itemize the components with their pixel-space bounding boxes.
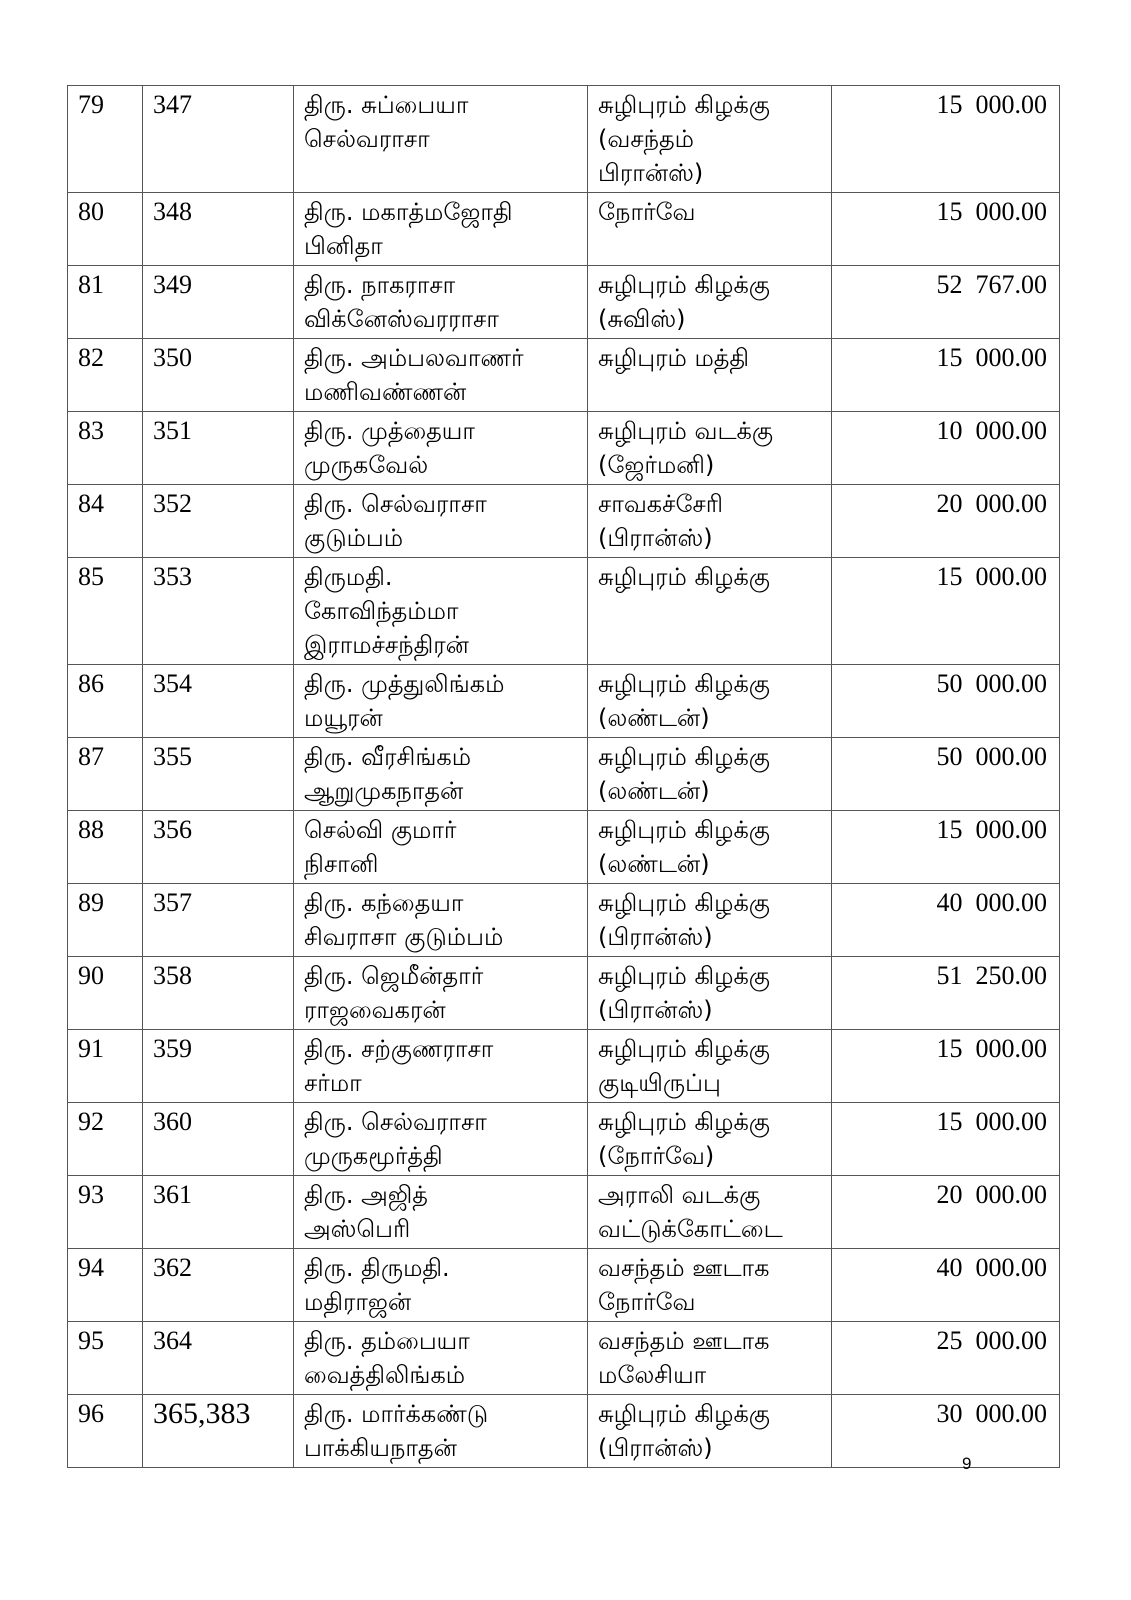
receipt-number: 348 <box>143 193 294 266</box>
donor-name-line: திரு. மகாத்மஜோதி <box>304 198 513 226</box>
donor-place <box>588 1176 832 1249</box>
donor-place-line: (பிரான்ஸ்) <box>598 996 713 1024</box>
receipt-number: 349 <box>143 266 294 339</box>
amount-value: 50 000.00 <box>936 742 1047 771</box>
amount <box>832 665 1060 738</box>
donor-place-line: (பிரான்ஸ்) <box>598 1434 713 1462</box>
table-body <box>68 86 1060 1468</box>
amount-value: 51 250.00 <box>936 961 1047 990</box>
amount <box>832 738 1060 811</box>
receipt-number: 365,383 <box>143 1395 294 1468</box>
donor-name <box>294 1030 588 1103</box>
donor-place-line: (லண்டன்) <box>598 704 710 732</box>
receipt-number: 361 <box>143 1176 294 1249</box>
donor-place <box>588 412 832 485</box>
donor-place-line: (ஜேர்மனி) <box>598 451 715 479</box>
table-row <box>68 339 1060 412</box>
donor-name <box>294 811 588 884</box>
table-row <box>68 665 1060 738</box>
serial-number: 79 <box>68 86 143 193</box>
donor-name-line: திரு. மார்க்கண்டு <box>304 1400 489 1428</box>
receipt-number: 347 <box>143 86 294 193</box>
donor-place <box>588 86 832 193</box>
donor-place <box>588 738 832 811</box>
donor-place-line: (லண்டன்) <box>598 850 710 878</box>
donor-place-line: (லண்டன்) <box>598 777 710 805</box>
donor-name-line: திரு. செல்வராசா <box>304 1108 487 1136</box>
donor-place <box>588 957 832 1030</box>
donor-name-line: இராமச்சந்திரன் <box>304 631 469 659</box>
donor-place <box>588 339 832 412</box>
donor-place-line: சுழிபுரம் வடக்கு <box>598 417 774 445</box>
table-row <box>68 1030 1060 1103</box>
donor-place <box>588 558 832 665</box>
donor-name <box>294 193 588 266</box>
table-row <box>68 738 1060 811</box>
donor-name-line: சர்மா <box>304 1069 362 1097</box>
donor-name-line: செல்வராசா <box>304 125 430 153</box>
table-row <box>68 86 1060 193</box>
receipt-number: 356 <box>143 811 294 884</box>
amount-value: 15 000.00 <box>936 1107 1047 1136</box>
donor-name-line: ஆறுமுகநாதன் <box>304 777 464 805</box>
donor-name <box>294 266 588 339</box>
donor-name-line: நிசானி <box>304 850 379 878</box>
donor-place-line: வசந்தம் ஊடாக <box>598 1254 770 1282</box>
amount-value: 15 000.00 <box>936 562 1047 591</box>
serial-number: 96 <box>68 1395 143 1468</box>
amount <box>832 884 1060 957</box>
table-row <box>68 1103 1060 1176</box>
receipt-number: 353 <box>143 558 294 665</box>
receipt-number: 351 <box>143 412 294 485</box>
serial-number: 90 <box>68 957 143 1030</box>
donor-place-line: சுழிபுரம் கிழக்கு <box>598 1035 770 1063</box>
amount <box>832 1030 1060 1103</box>
serial-number: 83 <box>68 412 143 485</box>
serial-number: 82 <box>68 339 143 412</box>
amount-value: 15 000.00 <box>936 197 1047 226</box>
receipt-number: 358 <box>143 957 294 1030</box>
donor-name <box>294 1249 588 1322</box>
receipt-number: 354 <box>143 665 294 738</box>
amount <box>832 957 1060 1030</box>
receipt-number: 360 <box>143 1103 294 1176</box>
serial-number: 93 <box>68 1176 143 1249</box>
amount-value: 15 000.00 <box>936 343 1047 372</box>
donor-name <box>294 558 588 665</box>
donor-name-line: திரு. சற்குணராசா <box>304 1035 494 1063</box>
donor-place <box>588 1249 832 1322</box>
donor-place-line: சுழிபுரம் கிழக்கு <box>598 816 770 844</box>
receipt-number: 359 <box>143 1030 294 1103</box>
donor-name-line: கோவிந்தம்மா <box>304 597 459 625</box>
amount <box>832 412 1060 485</box>
donor-name <box>294 738 588 811</box>
donor-name <box>294 485 588 558</box>
donor-place-line: (பிரான்ஸ்) <box>598 524 713 552</box>
donor-place <box>588 665 832 738</box>
amount <box>832 1176 1060 1249</box>
amount-value: 15 000.00 <box>936 815 1047 844</box>
table-row <box>68 485 1060 558</box>
donor-place-line: (சுவிஸ்) <box>598 305 686 333</box>
donor-name-line: முருகவேல் <box>304 451 429 479</box>
amount <box>832 266 1060 339</box>
amount <box>832 1395 1060 1468</box>
donor-name <box>294 957 588 1030</box>
amount <box>832 558 1060 665</box>
amount-value: 15 000.00 <box>936 1034 1047 1063</box>
donor-place-line: சுழிபுரம் கிழக்கு <box>598 271 770 299</box>
donor-place-line: சாவகச்சேரி <box>598 490 724 518</box>
table-row <box>68 1322 1060 1395</box>
amount <box>832 811 1060 884</box>
table-row <box>68 412 1060 485</box>
serial-number: 80 <box>68 193 143 266</box>
table-row <box>68 1176 1060 1249</box>
receipt-number: 362 <box>143 1249 294 1322</box>
donor-name-line: மயூரன் <box>304 704 383 732</box>
amount-value: 20 000.00 <box>936 489 1047 518</box>
amount-value: 30 000.00 <box>936 1399 1047 1428</box>
table-row <box>68 266 1060 339</box>
donor-place-line: (வசந்தம் <box>598 125 694 153</box>
table-row <box>68 957 1060 1030</box>
donor-place-line: குடியிருப்பு <box>598 1069 721 1097</box>
contributions-table <box>67 85 1060 1468</box>
donor-place-line: அராலி வடக்கு <box>598 1181 761 1209</box>
amount-value: 10 000.00 <box>936 416 1047 445</box>
donor-name-line: திரு. கந்தையா <box>304 889 464 917</box>
amount-value: 50 000.00 <box>936 669 1047 698</box>
donor-place-line: சுழிபுரம் மத்தி <box>598 344 750 372</box>
donor-name-line: முருகமூர்த்தி <box>304 1142 443 1170</box>
table-row <box>68 884 1060 957</box>
donor-name <box>294 665 588 738</box>
donor-name-line: திரு. திருமதி. <box>304 1254 450 1282</box>
table-row <box>68 193 1060 266</box>
donor-name-line: ராஜவைகரன் <box>304 996 446 1024</box>
donor-place <box>588 1103 832 1176</box>
donor-name <box>294 412 588 485</box>
table-row <box>68 1395 1060 1468</box>
amount-value: 40 000.00 <box>936 888 1047 917</box>
donor-name-line: திரு. சுப்பையா <box>304 91 469 119</box>
donor-name-line: வைத்திலிங்கம் <box>304 1361 466 1389</box>
amount <box>832 193 1060 266</box>
donor-name-line: திரு. வீரசிங்கம் <box>304 743 472 771</box>
donor-name-line: திரு. நாகராசா <box>304 271 456 299</box>
donor-place <box>588 1395 832 1468</box>
donor-name-line: திரு. ஜெமீன்தார் <box>304 962 484 990</box>
donor-name-line: செல்வி குமார் <box>304 816 457 844</box>
serial-number: 86 <box>68 665 143 738</box>
serial-number: 84 <box>68 485 143 558</box>
receipt-number: 355 <box>143 738 294 811</box>
donor-name-line: அஸ்பெரி <box>304 1215 411 1243</box>
amount <box>832 1249 1060 1322</box>
serial-number: 81 <box>68 266 143 339</box>
donor-place-line: நோர்வே <box>598 198 696 226</box>
donor-name-line: விக்னேஸ்வரராசா <box>304 305 499 333</box>
amount-value: 15 000.00 <box>936 90 1047 119</box>
serial-number: 95 <box>68 1322 143 1395</box>
receipt-number: 357 <box>143 884 294 957</box>
donor-name-line: பினிதா <box>304 232 383 260</box>
donor-name-line: திரு. செல்வராசா <box>304 490 487 518</box>
serial-number: 92 <box>68 1103 143 1176</box>
donor-place <box>588 811 832 884</box>
amount <box>832 485 1060 558</box>
donor-name <box>294 86 588 193</box>
table-row <box>68 1249 1060 1322</box>
donor-name-line: திரு. அஜித் <box>304 1181 428 1209</box>
amount <box>832 86 1060 193</box>
receipt-number: 352 <box>143 485 294 558</box>
amount-value: 20 000.00 <box>936 1180 1047 1209</box>
donor-place-line: சுழிபுரம் கிழக்கு <box>598 91 770 119</box>
donor-place-line: பிரான்ஸ்) <box>598 159 704 187</box>
serial-number: 91 <box>68 1030 143 1103</box>
table-row <box>68 811 1060 884</box>
donor-place-line: சுழிபுரம் கிழக்கு <box>598 962 770 990</box>
donor-name <box>294 884 588 957</box>
donor-place <box>588 193 832 266</box>
serial-number: 87 <box>68 738 143 811</box>
amount-value: 52 767.00 <box>936 270 1047 299</box>
donor-name-line: மணிவண்ணன் <box>304 378 467 406</box>
donor-name-line: திரு. முத்தையா <box>304 417 475 445</box>
donor-place <box>588 1030 832 1103</box>
donor-name-line: சிவராசா குடும்பம் <box>304 923 504 951</box>
donor-place-line: (நோர்வே) <box>598 1142 715 1170</box>
donor-place-line: நோர்வே <box>598 1288 696 1316</box>
donor-place-line: சுழிபுரம் கிழக்கு <box>598 889 770 917</box>
donor-place-line: வசந்தம் ஊடாக <box>598 1327 770 1355</box>
receipt-number: 364 <box>143 1322 294 1395</box>
donor-name-line: பாக்கியநாதன் <box>304 1434 457 1462</box>
donor-name-line: திரு. அம்பலவாணர் <box>304 344 524 372</box>
donor-place-line: சுழிபுரம் கிழக்கு <box>598 1400 770 1428</box>
donor-name <box>294 1103 588 1176</box>
donor-place <box>588 1322 832 1395</box>
donor-place-line: சுழிபுரம் கிழக்கு <box>598 563 770 591</box>
serial-number: 89 <box>68 884 143 957</box>
donor-place-line: சுழிபுரம் கிழக்கு <box>598 743 770 771</box>
table-row <box>68 558 1060 665</box>
donor-name-line: திரு. முத்துலிங்கம் <box>304 670 505 698</box>
serial-number: 85 <box>68 558 143 665</box>
receipt-number: 350 <box>143 339 294 412</box>
donor-place-line: வட்டுக்கோட்டை <box>598 1215 783 1243</box>
donor-name-line: குடும்பம் <box>304 524 404 552</box>
donor-place <box>588 884 832 957</box>
amount-value: 25 000.00 <box>936 1326 1047 1355</box>
donor-place-line: சுழிபுரம் கிழக்கு <box>598 1108 770 1136</box>
amount <box>832 1103 1060 1176</box>
donor-place-line: மலேசியா <box>598 1361 707 1389</box>
donor-name <box>294 1322 588 1395</box>
serial-number: 88 <box>68 811 143 884</box>
donor-name <box>294 1395 588 1468</box>
donor-place-line: சுழிபுரம் கிழக்கு <box>598 670 770 698</box>
donor-name-line: மதிராஜன் <box>304 1288 412 1316</box>
donor-name-line: திருமதி. <box>304 563 393 591</box>
amount <box>832 339 1060 412</box>
donor-place-line: (பிரான்ஸ்) <box>598 923 713 951</box>
page-number: 9 <box>962 1454 972 1473</box>
donor-place <box>588 266 832 339</box>
donor-place <box>588 485 832 558</box>
donor-name <box>294 339 588 412</box>
donor-name-line: திரு. தம்பையா <box>304 1327 470 1355</box>
donor-name <box>294 1176 588 1249</box>
amount <box>832 1322 1060 1395</box>
amount-value: 40 000.00 <box>936 1253 1047 1282</box>
serial-number: 94 <box>68 1249 143 1322</box>
